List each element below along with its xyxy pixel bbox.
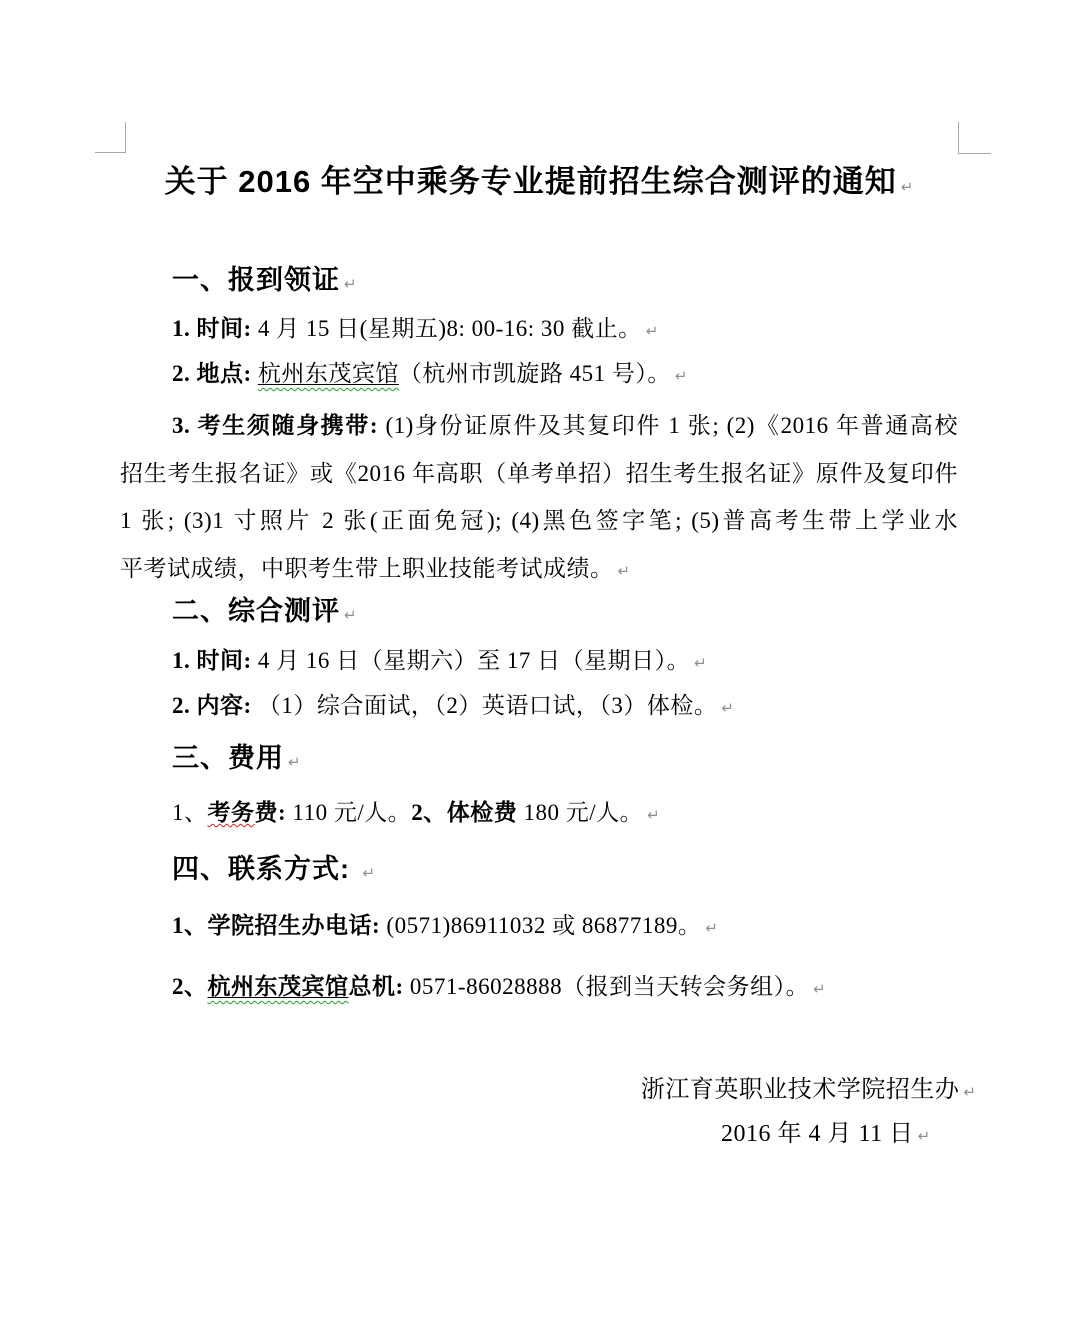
section-1-item-bring-list (120, 402, 958, 595)
section-4-item-phone (120, 910, 1010, 944)
paragraph-mark-icon: ↵ (813, 980, 826, 998)
fee-1-label: 考务费: (207, 800, 287, 825)
spellcheck-squiggle: 杭州东茂宾馆 (257, 361, 399, 386)
paragraph-mark-icon: ↵ (647, 806, 660, 824)
paragraph-mark-icon: ↵ (362, 864, 376, 882)
item-text: (1)身份证原件及其复印件 1 张; (2)《2016 年普通高校 (378, 413, 958, 438)
paragraph-mark-icon: ↵ (900, 178, 914, 196)
paragraph-line: 1 张; (3)1 寸照片 2 张(正面免冠); (4)黑色签字笔; (5)普高考生带上学业水 (120, 508, 958, 533)
section-4-item-hotel-phone (120, 971, 1010, 1005)
paragraph-mark-icon: ↵ (963, 1083, 976, 1101)
spellcheck-squiggle: 考务 (207, 800, 255, 825)
section-1-heading (120, 263, 1010, 301)
fee-2-number: 2、 (411, 800, 447, 825)
item-text: 4 月 16 日（星期六）至 17 日（星期日）。 (251, 648, 691, 673)
signature-line (120, 1075, 976, 1107)
section-1-item-time (120, 313, 1010, 347)
section-3-heading-text: 三、费用 (172, 743, 284, 773)
section-2-item-time (120, 645, 1010, 679)
item-text: （1）综合面试，（2）英语口试，（3）体检。 (251, 693, 718, 718)
item-label: 3. 考生须随身携带: (172, 413, 379, 438)
section-4-heading-text: 四、联系方式: (172, 854, 359, 884)
fee-1-amount: 110 元/人。 (286, 800, 412, 825)
item-text: （杭州市凯旋路 451 号）。 (398, 361, 671, 386)
paragraph-mark-icon: ↵ (694, 654, 707, 672)
item-text: 0571-86028888（报到当天转会务组）。 (403, 974, 810, 999)
paragraph-mark-icon: ↵ (674, 367, 688, 385)
item-text: 4 月 15 日(星期五)8: 00-16: 30 截止。 (251, 316, 642, 341)
item-label: 2. 内容: (172, 693, 252, 718)
hotel-name-underlined (258, 361, 399, 386)
section-3-fees-line (120, 797, 1010, 831)
section-4-heading (120, 852, 1010, 890)
paragraph-mark-icon: ↵ (705, 919, 718, 937)
item-label: 1. 时间: (172, 648, 252, 673)
paragraph-mark-icon: ↵ (917, 1127, 931, 1145)
paragraph-mark-icon: ↵ (721, 699, 734, 717)
fee-2-label: 体检费 (446, 800, 518, 825)
document-title (120, 161, 958, 208)
margin-corner-mark-top-left (95, 122, 126, 153)
item-label: 1. 时间: (172, 316, 252, 341)
paragraph-mark-icon: ↵ (645, 322, 659, 340)
section-3-heading (120, 741, 1010, 779)
paragraph-line (120, 402, 958, 450)
section-2-item-content (120, 690, 1010, 724)
paragraph-mark-icon: ↵ (617, 561, 631, 580)
item-number: 2、 (172, 974, 208, 999)
paragraph-mark-icon: ↵ (344, 606, 357, 624)
paragraph-mark-icon: ↵ (288, 753, 301, 771)
section-2-heading (120, 594, 1010, 632)
item-label: 1、学院招生办电话: (172, 913, 381, 938)
fee-2-amount: 180 元/人。 (517, 800, 644, 825)
document-title-text: 关于 2016 年空中乘务专业提前招生综合测评的通知 (164, 164, 897, 199)
item-text: (0571)86911032 或 86877189。 (380, 913, 702, 938)
hotel-name-underlined (208, 974, 349, 999)
section-1-item-location (120, 358, 1010, 392)
margin-corner-mark-top-right (958, 122, 991, 154)
spellcheck-squiggle: 杭州东茂宾馆 (207, 974, 349, 999)
paragraph-line: 招生考生报名证》或《2016 年高职（单考单招）招生考生报名证》原件及复印件 (120, 460, 958, 486)
date-text: 2016 年 4 月 11 日 (721, 1121, 914, 1147)
paragraph-line: 平考试成绩，中职考生带上职业技能考试成绩。 ↵ (120, 545, 958, 596)
item-label: 2. 地点: (172, 361, 252, 386)
date-line (721, 1119, 930, 1151)
signature-text: 浙江育英职业技术学院招生办 (640, 1077, 960, 1103)
item-label: 总机: (348, 974, 404, 999)
section-1-heading-text: 一、报到领证 (172, 265, 340, 295)
fee-1-number: 1、 (172, 800, 208, 825)
section-2-heading-text: 二、综合测评 (172, 596, 340, 626)
paragraph-mark-icon: ↵ (344, 275, 357, 293)
